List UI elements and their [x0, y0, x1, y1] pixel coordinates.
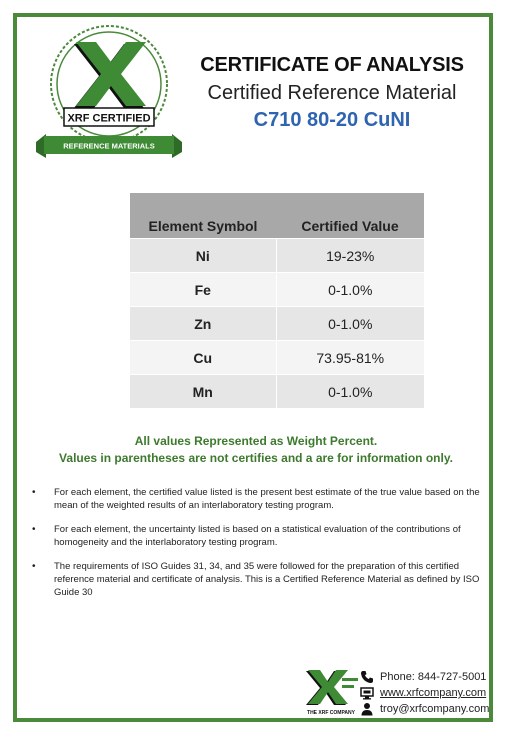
table-row [130, 273, 424, 307]
element-symbol: Zn [130, 307, 276, 341]
bullet-icon: • [32, 524, 36, 535]
list-item [30, 486, 490, 512]
column-header-value: Certified Value [276, 193, 424, 239]
parentheses-note: Values in parentheses are not certifies and a are for information only. [59, 451, 453, 465]
seal-title: XRF CERTIFIED [67, 112, 151, 125]
certified-value: 73.95-81% [276, 341, 424, 375]
weight-percent-note: All values Represented as Weight Percent. [134, 434, 378, 448]
person-icon [360, 702, 374, 716]
product-name: C710 80-20 CuNI [253, 109, 411, 131]
contact-phone: Phone: 844-727-5001 [380, 671, 487, 683]
xrf-certified-seal [36, 24, 182, 166]
monitor-icon [360, 686, 374, 700]
seal-ribbon: REFERENCE MATERIALS [63, 141, 155, 151]
table-row [130, 375, 424, 409]
certification-notes-list [30, 486, 490, 610]
table-header-row [130, 193, 424, 239]
element-symbol: Cu [130, 341, 276, 375]
certified-value: 0-1.0% [276, 273, 424, 307]
column-header-element: Element Symbol [130, 193, 276, 239]
element-symbol: Mn [130, 375, 276, 409]
contact-email[interactable]: troy@xrfcompany.com [380, 703, 490, 715]
bullet-text: The requirements of ISO Guides 31, 34, and 35 were followed for the preparation of this certified reference material and certificate of analysis. This is a Certified Reference Material as defined by ISO Guide 30 [54, 561, 480, 598]
footer-company-name: THE XRF COMPANY [307, 710, 355, 716]
element-symbol: Ni [130, 239, 276, 273]
phone-icon [360, 670, 374, 684]
list-item [30, 560, 490, 599]
bullet-text: For each element, the uncertainty listed is based on a statistical evaluation of the contributions of homogeneity and the interlaboratory testing program. [54, 524, 461, 548]
bullet-icon: • [32, 487, 36, 498]
table-row [130, 239, 424, 273]
xrf-company-logo [302, 668, 360, 716]
element-symbol: Fe [130, 273, 276, 307]
certified-value: 19-23% [276, 239, 424, 273]
bullet-text: For each element, the certified value listed is the present best estimate of the true value based on the mean of the weighted results of an interlaboratory testing program. [54, 487, 480, 511]
certified-value: 0-1.0% [276, 307, 424, 341]
certified-value: 0-1.0% [276, 375, 424, 409]
contact-website-link[interactable]: www.xrfcompany.com [380, 687, 487, 699]
table-row [130, 307, 424, 341]
certificate-title: CERTIFICATE OF ANALYSIS [200, 54, 464, 76]
list-item [30, 523, 490, 549]
table-row [130, 341, 424, 375]
composition-table [130, 193, 424, 408]
bullet-icon: • [32, 561, 36, 572]
certificate-subtitle: Certified Reference Material [207, 82, 457, 104]
